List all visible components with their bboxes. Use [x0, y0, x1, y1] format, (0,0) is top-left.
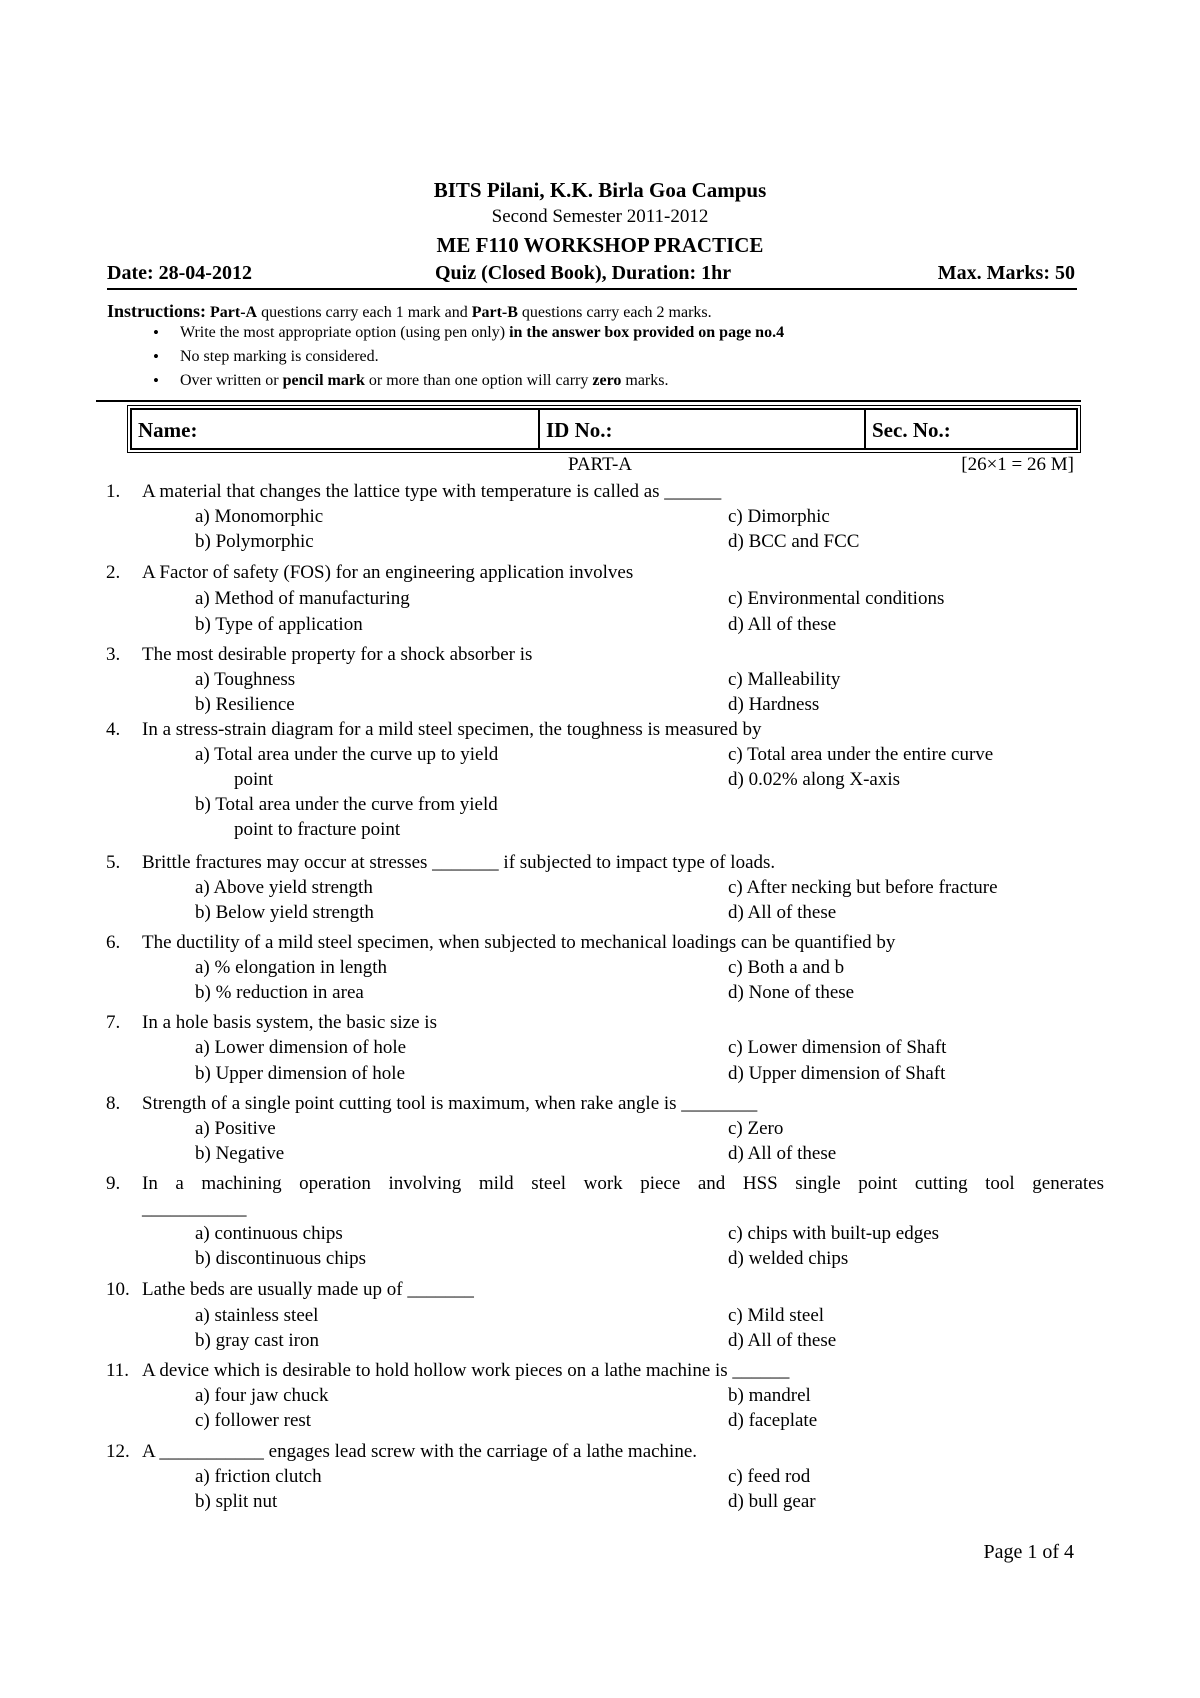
option: d) faceplate	[728, 1410, 818, 1431]
option: a) Positive	[195, 1118, 276, 1139]
option: d) All of these	[728, 1143, 837, 1164]
option: d) None of these	[728, 982, 855, 1003]
option: d) Hardness	[728, 694, 820, 715]
option: c) Mild steel	[728, 1305, 825, 1326]
divider-rule	[96, 400, 1081, 402]
quiz-page: BITS Pilani, K.K. Birla Goa Campus Second Semester 2011-2012 ME F110 WORKSHOP PRACTICE Date: 28-04-2012 Quiz (Closed Book), Duration: 1hr Max. Marks: 50 Instructions: Part-A questions carry each 1 mark and Part-B questions carry each 2 marks. • Write the most appropriate option (using pen only) in the answer box provided on page no.4 • No step marking is considered. • Over written or pencil mark or more than one option will carry zero marks. Name: ID No.: Sec. No.: PART-A [26×1 = 26 M] 1. A material that changes the lattice type with temperature is called as ______ a) Monomorphic c) Dimorphic b) Polymorphic d) BCC and FCC 2. A Factor of safety (FOS) for an engineering application involves a) Method of manufacturing c) Environmental conditions b) Type of application d) All of these 3. The most desirable property for a shock absorber is a) Toughness c) Malleability b) Resilience d) Hardness 4. In a stress-strain diagram for a mild steel specimen, the toughness is measured by a) Total area under the curve up to yield point b) Total area under the curve from yield point to fracture point c) Total area under the entire curve d) 0.02% along X-axis 5. Brittle fractures may occur at stresses _______ if subjected to impact type of loads. a) Above yield strength c) After necking but before fracture b) Below yield strength d) All of these 6. The ductility of a mild steel specimen, when subjected to mechanical loadings can be quantified by a) % elongation in length c) Both a and b b) % reduction in area d) None of these 7. In a hole basis system, the basic size is a) Lower dimension of hole c) Lower dimension of Shaft b) Upper dimension of hole d) Upper dimension of Shaft 8. Strength of a single point cutting tool is maximum, when rake angle is ________ a) Positive c) Zero b) Negative d) All of these 9. In a machining operation involving mild steel work piece and HSS single point cutting tool generates ___________ a) continuous chips c) chips with built-up edges b) discontinuous chips d) welded chips 10. Lathe beds are usually made up of _______ a) stainless steel c) Mild steel b) gray cast iron d) All of these 11. A device which is desirable to hold hollow work pieces on a lathe machine is ______ a) four jaw chuck b) mandrel c) follower rest d) faceplate 12. A ___________ engages lead screw with the carriage of a lathe machine. a) friction clutch c) feed rod b) split nut d) bull gear Page 1 of 4	[0, 0, 1200, 1698]
option: c) Both a and b	[728, 957, 845, 978]
option: c) Lower dimension of Shaft	[728, 1037, 947, 1058]
instruction-bullets	[180, 324, 784, 396]
option: a) continuous chips	[195, 1223, 343, 1244]
question-continued: ___________	[142, 1198, 247, 1219]
instruction-bullet: • Write the most appropriate option (using pen only) in the answer box provided on page no.4	[180, 324, 784, 348]
name-field[interactable]: Name:	[132, 410, 540, 448]
option: c) Total area under the entire curve	[728, 744, 994, 765]
option: c) Environmental conditions	[728, 588, 945, 609]
option-continued: point	[234, 769, 274, 790]
option: c) Malleability	[728, 669, 841, 690]
option: a) stainless steel	[195, 1305, 319, 1326]
exam-info-row	[107, 262, 1077, 290]
exam-date: Date: 28-04-2012	[107, 262, 252, 284]
option: b) split nut	[195, 1491, 278, 1512]
option: b) Resilience	[195, 694, 295, 715]
option: b) Type of application	[195, 614, 363, 635]
option: c) chips with built-up edges	[728, 1223, 940, 1244]
section-number-field[interactable]: Sec. No.:	[872, 418, 951, 442]
option: a) Toughness	[195, 669, 296, 690]
option: b) Below yield strength	[195, 902, 374, 923]
option: c) feed rod	[728, 1466, 811, 1487]
option: b) Negative	[195, 1143, 285, 1164]
student-id-box	[130, 408, 1078, 450]
option: d) BCC and FCC	[728, 531, 860, 552]
option: b) gray cast iron	[195, 1330, 319, 1351]
option: a) % elongation in length	[195, 957, 388, 978]
option: b) discontinuous chips	[195, 1248, 366, 1269]
instruction-bullet: • Over written or pencil mark or more than one option will carry zero marks.	[180, 372, 784, 396]
course-title: ME F110 WORKSHOP PRACTICE	[436, 233, 764, 257]
exam-type-duration: Quiz (Closed Book), Duration: 1hr	[435, 262, 732, 284]
option: c) follower rest	[195, 1410, 312, 1431]
option: d) Upper dimension of Shaft	[728, 1063, 946, 1084]
option: b) % reduction in area	[195, 982, 364, 1003]
option: a) Lower dimension of hole	[195, 1037, 407, 1058]
option: d) All of these	[728, 1330, 837, 1351]
option: c) Dimorphic	[728, 506, 830, 527]
option: a) Monomorphic	[195, 506, 324, 527]
part-marks: [26×1 = 26 M]	[961, 454, 1074, 475]
option: b) Upper dimension of hole	[195, 1063, 406, 1084]
part-title: PART-A	[568, 454, 632, 475]
id-number-field[interactable]: ID No.:	[540, 410, 866, 448]
option: d) All of these	[728, 902, 837, 923]
option: c) Zero	[728, 1118, 784, 1139]
option: b) Total area under the curve from yield	[195, 794, 498, 815]
option: a) friction clutch	[195, 1466, 322, 1487]
instruction-bullet: • No step marking is considered.	[180, 348, 784, 372]
option: d) welded chips	[728, 1248, 849, 1269]
instructions-line: Instructions: Part-A questions carry each 1 mark and Part-B questions carry each 2 marks.	[107, 301, 712, 321]
option: a) Total area under the curve up to yield	[195, 744, 499, 765]
option: a) Above yield strength	[195, 877, 373, 898]
option: a) four jaw chuck	[195, 1385, 329, 1406]
option: a) Method of manufacturing	[195, 588, 410, 609]
option: b) Polymorphic	[195, 531, 314, 552]
max-marks: Max. Marks: 50	[937, 262, 1075, 284]
option: d) All of these	[728, 614, 837, 635]
option: d) 0.02% along X-axis	[728, 769, 901, 790]
option-continued: point to fracture point	[234, 819, 401, 840]
semester-line: Second Semester 2011-2012	[491, 206, 709, 227]
page-number: Page 1 of 4	[983, 1541, 1074, 1563]
institute-title: BITS Pilani, K.K. Birla Goa Campus	[433, 178, 767, 202]
option: c) After necking but before fracture	[728, 877, 998, 898]
option: d) bull gear	[728, 1491, 816, 1512]
option: b) mandrel	[728, 1385, 811, 1406]
